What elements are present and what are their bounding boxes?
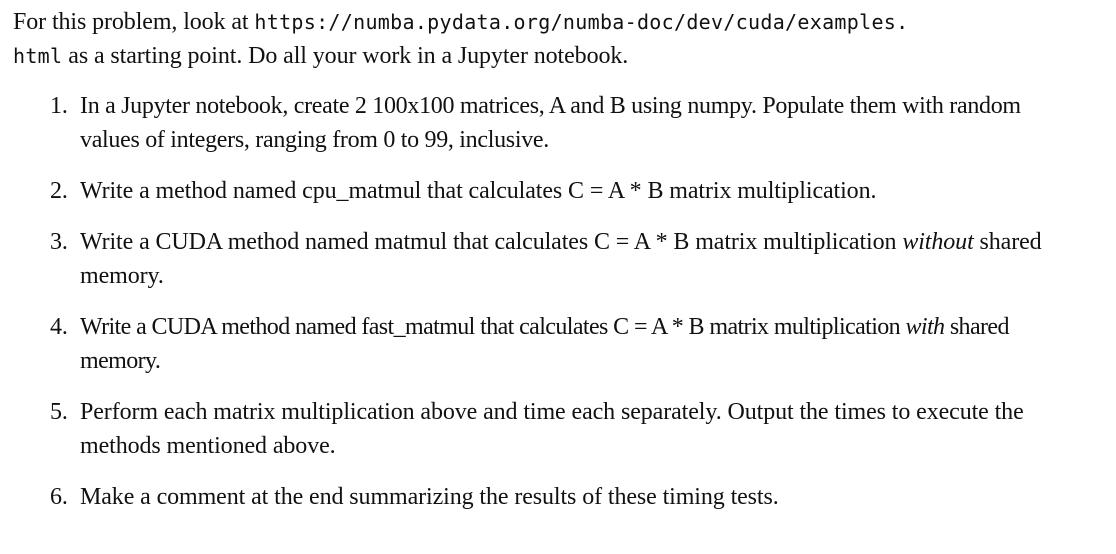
task-number: 1.: [50, 93, 68, 119]
task-item-1: [50, 89, 1085, 157]
task-text-before: Write a CUDA method named matmul that calculates C = A * B matrix multiplication: [80, 229, 903, 255]
task-text: [80, 229, 1042, 289]
task-text: [80, 314, 1009, 374]
task-text: Make a comment at the end summarizing the results of these timing tests.: [80, 484, 779, 510]
task-text: Write a method named cpu_matmul that calculates C = A * B matrix multiplication.: [80, 178, 877, 204]
task-item-4: [50, 310, 1085, 378]
task-number: 5.: [50, 399, 68, 425]
task-text-after: shared memory.: [80, 229, 1042, 289]
task-item-6: [50, 480, 1085, 514]
task-list: [50, 89, 1085, 514]
task-text-after: shared memory.: [80, 314, 1009, 374]
task-number: 2.: [50, 178, 68, 204]
intro-prefix: For this problem, look at: [13, 9, 255, 35]
task-text: Perform each matrix multiplication above and time each separately. Output the times to execute the methods mentioned above.: [80, 399, 1024, 459]
intro-paragraph: [13, 5, 1105, 73]
task-emphasis: with: [905, 314, 945, 340]
reference-url-continuation: html: [13, 44, 63, 68]
task-number: 4.: [50, 314, 68, 340]
assignment-document: [13, 5, 1105, 510]
intro-suffix: as a starting point. Do all your work in a Jupyter notebook.: [62, 43, 629, 69]
task-number: 6.: [50, 484, 68, 510]
task-item-5: [50, 395, 1085, 463]
task-text-before: Write a CUDA method named fast_matmul that calculates C = A * B matrix multiplication: [80, 314, 906, 340]
task-item-2: [50, 174, 1085, 208]
task-emphasis: without: [902, 229, 974, 255]
task-number: 3.: [50, 229, 68, 255]
reference-url: https://numba.pydata.org/numba-doc/dev/cuda/examples.: [254, 10, 909, 34]
task-text: In a Jupyter notebook, create 2 100x100 matrices, A and B using numpy. Populate them with random values of integers, ranging from 0 to 99, inclusive.: [80, 93, 1021, 153]
task-item-3: [50, 225, 1085, 293]
